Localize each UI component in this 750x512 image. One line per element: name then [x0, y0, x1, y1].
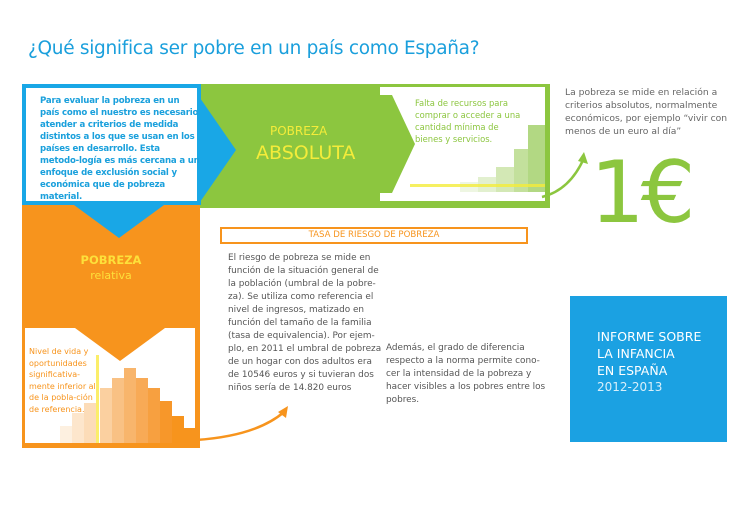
- relative-poverty-panel: [22, 205, 200, 448]
- orange-curved-arrow-icon: [196, 402, 291, 444]
- absolute-note: La pobreza se mide en relación a criterios absolutos, normalmente económicos, por ejemplo “vivir con menos de un euro al día”: [565, 87, 728, 137]
- relative-label-1: POBREZA: [80, 253, 142, 267]
- report-line-1: INFORME SOBRE: [597, 329, 702, 344]
- blue-down-arrow-icon: [74, 205, 164, 238]
- relative-definition-box: [25, 328, 195, 443]
- report-line-2: LA INFANCIA: [597, 346, 675, 361]
- risk-text-col2: Además, el grado de diferencia respecto a la norma permite cono-cer la intensidad de la pobreza y hacer visibles a los pobres entre los pobres.: [386, 343, 546, 405]
- intro-text: Para evaluar la pobreza en un país como el nuestro es necesario atender a criterios de medida distintos a los que se usan en los países en desarrollo. Esta metodo-logía es más cercana a un enfoque de exclusión social y económica que de pobreza material.: [40, 96, 200, 202]
- absolute-poverty-panel: [200, 84, 550, 208]
- relative-label-2: relativa: [90, 269, 132, 282]
- report-badge: [570, 296, 727, 442]
- risk-heading: TASA DE RIESGO DE POBREZA: [220, 227, 528, 244]
- blue-right-arrow-icon: [200, 98, 236, 202]
- report-line-3: EN ESPAÑA: [597, 363, 668, 378]
- intro-box: [22, 84, 201, 205]
- absolute-definition-box: [380, 87, 545, 201]
- green-arrow-icon: [380, 95, 415, 193]
- risk-text-col1: El riesgo de pobreza se mide en función de la situación general de la población (umbral de la pobre-za). Se utiliza como referencia el nivel de ingresos, matizado en función del tamaño de la familia (tasa de equivalencia). Por ejem-plo, en 2011 el umbral de pobreza de un hogar con dos adultos era de 10546 euros y si tuvieran dos niños sería de 14.820 euros: [228, 253, 382, 393]
- relative-definition: Nivel de vida y oportunidades significativa-mente inferior al de la pobla-ción de referencia.: [29, 347, 96, 414]
- absolute-label-1: POBREZA: [270, 124, 328, 138]
- report-years: 2012-2013: [597, 380, 663, 394]
- absolute-definition: Falta de recursos para comprar o acceder a una cantidad mínima de bienes y servicios.: [415, 98, 521, 144]
- page-title: ¿Qué significa ser pobre en un país como España?: [28, 38, 480, 59]
- absolute-label-2: ABSOLUTA: [256, 142, 356, 164]
- green-curved-arrow-icon: [540, 150, 590, 200]
- one-euro-value: 1€: [590, 143, 692, 243]
